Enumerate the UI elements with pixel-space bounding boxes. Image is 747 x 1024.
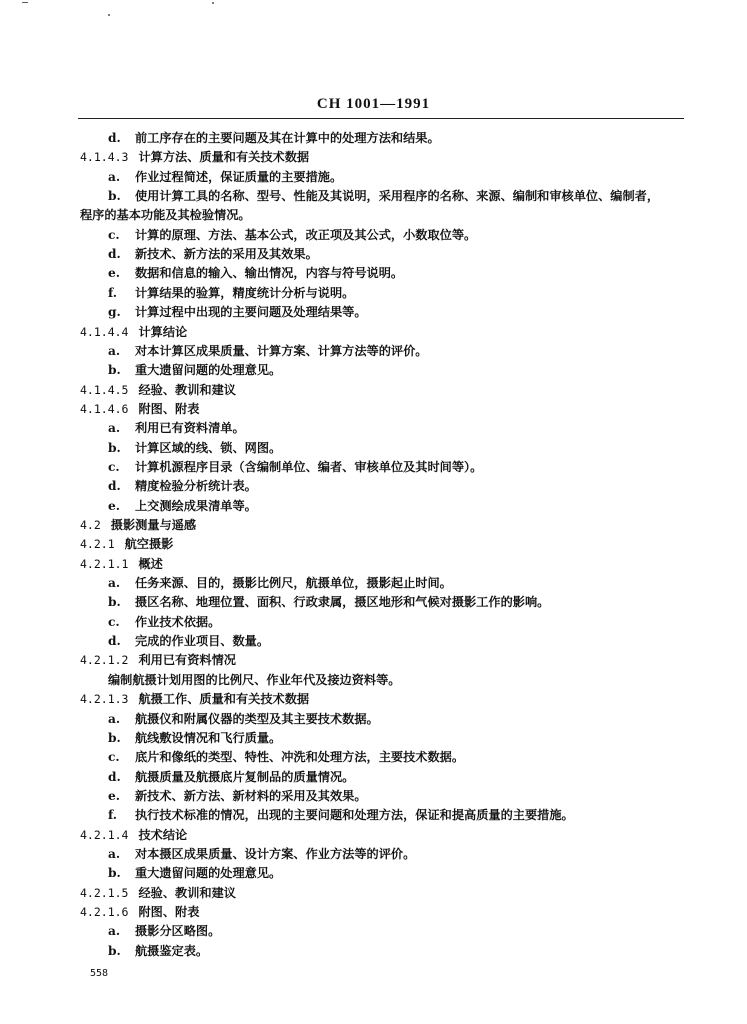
list-item-label: d. xyxy=(108,769,121,784)
section-number: 4.2.1.5 xyxy=(80,885,129,900)
list-item xyxy=(108,188,659,204)
section-heading xyxy=(80,536,173,552)
line-text: 航线敷设情况和飞行质量。 xyxy=(135,730,282,745)
list-item xyxy=(108,943,208,959)
list-item-label: f. xyxy=(108,808,118,823)
list-item-label: f. xyxy=(108,285,118,300)
list-item xyxy=(108,478,257,494)
list-item xyxy=(108,865,281,881)
line-text: 对本计算区成果质量、计算方案、计算方法等的评价。 xyxy=(135,343,428,358)
section-heading xyxy=(80,652,236,668)
list-item xyxy=(108,846,415,862)
scan-speck xyxy=(108,14,110,16)
list-item xyxy=(108,498,257,514)
list-item-label: a. xyxy=(108,711,121,726)
section-heading xyxy=(80,382,236,398)
line-text: 作业过程简述，保证质量的主要措施。 xyxy=(135,169,343,184)
line-text: 经验、教训和建议 xyxy=(138,382,236,397)
list-item xyxy=(108,459,482,475)
section-number: 4.1.4.6 xyxy=(80,401,129,416)
list-item-label: d. xyxy=(108,634,121,649)
list-item-label: b. xyxy=(108,189,121,204)
line-text: 前工序存在的主要问题及其在计算中的处理方法和结果。 xyxy=(135,131,440,145)
list-item-label: e. xyxy=(108,498,120,513)
section-heading xyxy=(80,401,199,417)
list-item xyxy=(108,807,574,823)
line-text: 重大遗留问题的处理意见。 xyxy=(135,363,282,378)
list-item-label: b. xyxy=(108,440,121,455)
list-item-label: d. xyxy=(108,479,121,494)
line-text: 计算区域的线、锁、网图。 xyxy=(135,440,282,455)
list-item-label: a. xyxy=(108,421,121,436)
line-text: 附图、附表 xyxy=(138,905,200,919)
list-item-label: a. xyxy=(108,924,121,939)
section-heading xyxy=(80,885,236,901)
line-text: 航空摄影 xyxy=(124,537,174,552)
text-line xyxy=(108,672,401,688)
section-heading xyxy=(80,324,187,340)
list-item xyxy=(108,614,220,630)
line-text: 经验、教训和建议 xyxy=(138,885,236,900)
standard-code-header: CH 1001—1991 xyxy=(316,96,431,112)
line-text: 摄影分区略图。 xyxy=(135,924,221,939)
list-item-label: b. xyxy=(108,595,121,610)
list-item xyxy=(108,711,379,727)
list-item-label: b. xyxy=(108,943,121,958)
line-text: 新技术、新方法、新材料的采用及其效果。 xyxy=(135,788,367,803)
section-number: 4.2.1.4 xyxy=(80,827,129,842)
line-text: 利用已有资料情况 xyxy=(138,653,236,668)
page-number: 558 xyxy=(90,968,109,979)
section-number: 4.2.1.2 xyxy=(80,653,129,668)
line-text: 新技术、新方法的采用及其效果。 xyxy=(135,247,318,262)
line-text: 计算过程中出现的主要问题及处理结果等。 xyxy=(135,305,367,320)
header-rule xyxy=(78,118,684,119)
list-item-label: a. xyxy=(108,846,121,861)
list-item xyxy=(108,440,281,456)
list-item xyxy=(108,575,452,591)
list-item-label: c. xyxy=(108,750,120,765)
line-text: 计算的原理、方法、基本公式，改正项及其公式，小数取位等。 xyxy=(135,227,477,242)
line-text: 上交测绘成果清单等。 xyxy=(135,498,257,513)
list-item xyxy=(108,633,269,649)
section-heading xyxy=(80,517,196,533)
section-number: 4.2.1 xyxy=(80,537,115,552)
line-text: 完成的作业项目、数量。 xyxy=(135,634,270,649)
list-item-label: b. xyxy=(108,866,121,881)
scan-speck xyxy=(22,2,28,3)
line-text: 航摄工作、质量和有关技术数据 xyxy=(138,692,310,707)
line-text: 航摄仪和附属仪器的类型及其主要技术数据。 xyxy=(135,711,379,726)
list-item xyxy=(108,130,440,146)
list-item-label: a. xyxy=(108,343,121,358)
section-number: 4.1.4.3 xyxy=(80,150,129,165)
list-item xyxy=(108,788,367,804)
list-item xyxy=(108,285,354,301)
list-item-label: c. xyxy=(108,227,120,242)
section-number: 4.2.1.6 xyxy=(80,905,129,919)
scan-speck xyxy=(212,2,214,4)
section-number: 4.1.4.4 xyxy=(80,324,129,339)
line-text: 编制航摄计划用图的比例尺、作业年代及接边资料等。 xyxy=(108,672,401,687)
line-text: 计算结果的验算，精度统计分析与说明。 xyxy=(135,285,355,300)
text-line xyxy=(80,207,251,223)
line-text: 摄区名称、地理位置、面积、行政隶属，摄区地形和气候对摄影工作的影响。 xyxy=(135,595,550,610)
list-item-label: c. xyxy=(108,614,120,629)
line-text: 精度检验分析统计表。 xyxy=(135,479,257,494)
list-item xyxy=(108,362,281,378)
list-item xyxy=(108,769,354,785)
section-heading xyxy=(80,827,187,843)
line-text: 航摄质量及航摄底片复制品的质量情况。 xyxy=(135,769,355,784)
list-item-label: d. xyxy=(108,247,121,262)
line-text: 利用已有资料清单。 xyxy=(135,421,245,436)
line-text: 计算机源程序目录（含编制单位、编者、审核单位及其时间等）。 xyxy=(135,459,483,474)
list-item-label: d. xyxy=(108,131,121,145)
line-text: 对本摄区成果质量、设计方案、作业方法等的评价。 xyxy=(135,846,416,861)
list-item-label: b. xyxy=(108,363,121,378)
line-text: 技术结论 xyxy=(138,827,188,842)
line-text: 程序的基本功能及其检验情况。 xyxy=(80,208,251,223)
list-item xyxy=(108,749,464,765)
list-item xyxy=(108,227,476,243)
section-number: 4.2.1.3 xyxy=(80,692,129,707)
list-item xyxy=(108,246,318,262)
line-text: 摄影测量与遥感 xyxy=(110,518,197,532)
list-item-label: b. xyxy=(108,730,121,745)
list-item xyxy=(108,594,549,610)
list-item xyxy=(108,169,342,185)
list-item-label: a. xyxy=(108,169,121,184)
list-item-label: a. xyxy=(108,576,121,591)
line-text: 任务来源、目的，摄影比例尺，航摄单位，摄影起止时间。 xyxy=(135,576,452,591)
line-text: 附图、附表 xyxy=(138,401,200,416)
list-item-label: g. xyxy=(108,305,121,320)
section-heading xyxy=(80,904,199,920)
line-text: 使用计算工具的名称、型号、性能及其说明，采用程序的名称、来源、编制和审核单位、编制者， xyxy=(135,189,660,204)
line-text: 执行技术标准的情况，出现的主要问题和处理方法，保证和提高质量的主要措施。 xyxy=(135,808,574,823)
list-item-label: e. xyxy=(108,788,120,803)
line-text: 底片和像纸的类型、特性、冲洗和处理方法，主要技术数据。 xyxy=(135,750,465,765)
line-text: 航摄鉴定表。 xyxy=(135,943,209,958)
list-item xyxy=(108,420,245,436)
line-text: 概述 xyxy=(138,556,163,571)
list-item xyxy=(108,343,428,359)
section-heading xyxy=(80,556,163,572)
line-text: 重大遗留问题的处理意见。 xyxy=(135,866,282,881)
list-item-label: c. xyxy=(108,459,120,474)
line-text: 计算方法、质量和有关技术数据 xyxy=(138,150,310,165)
section-heading xyxy=(80,691,309,707)
line-text: 数据和信息的输入、输出情况，内容与符号说明。 xyxy=(135,266,404,281)
list-item xyxy=(108,265,403,281)
list-item xyxy=(108,923,220,939)
section-heading xyxy=(80,149,309,165)
list-item xyxy=(108,304,367,320)
line-text: 计算结论 xyxy=(138,324,188,339)
section-number: 4.1.4.5 xyxy=(80,382,129,397)
list-item-label: e. xyxy=(108,266,120,281)
list-item xyxy=(108,730,281,746)
line-text: 作业技术依据。 xyxy=(135,614,221,629)
section-number: 4.2 xyxy=(80,518,101,532)
section-number: 4.2.1.1 xyxy=(80,556,129,571)
